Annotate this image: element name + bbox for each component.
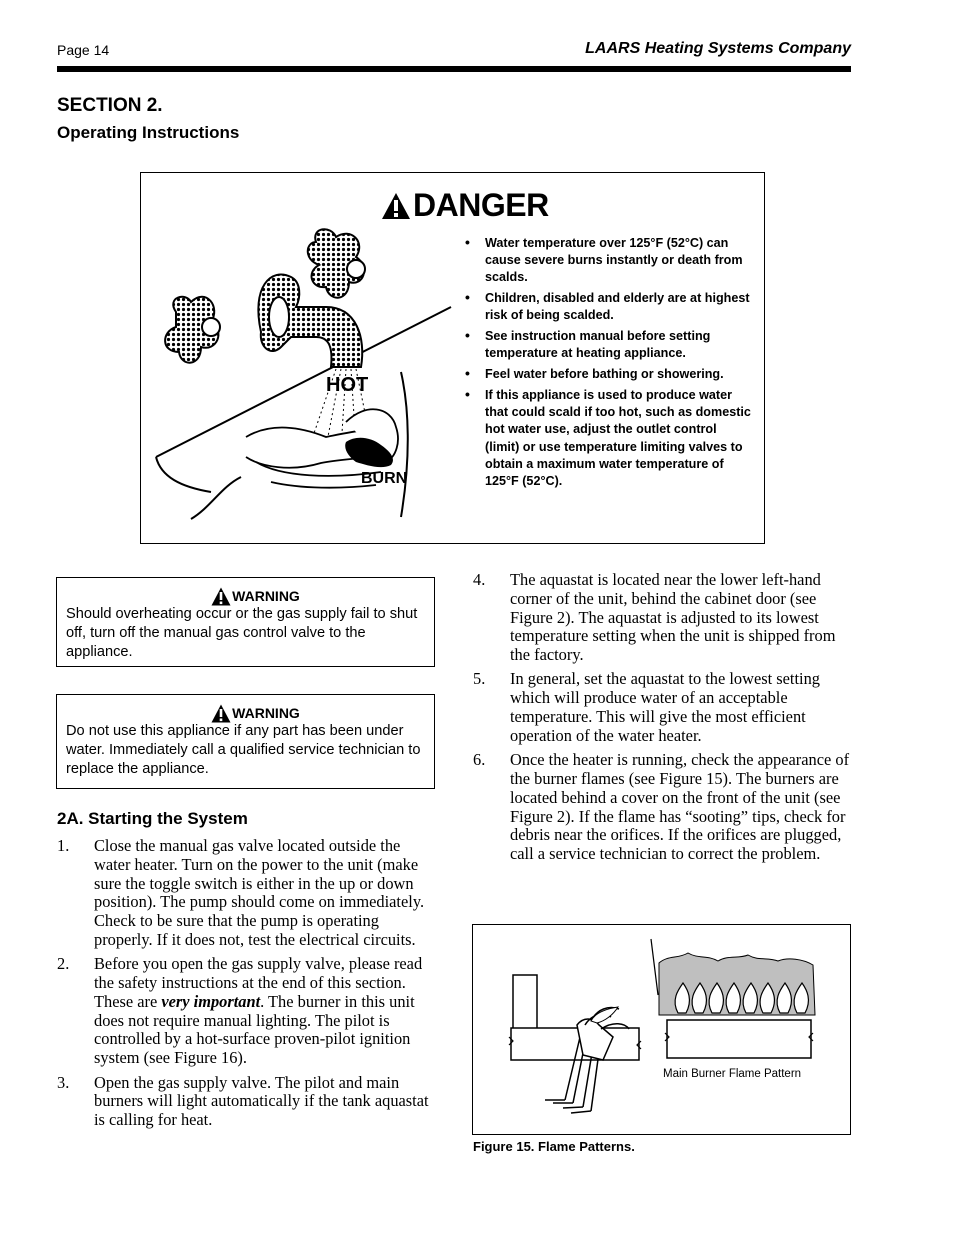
- step-item: 6. Once the heater is running, check the appearance of the burner flames (see Figure 15). The burners are located behind a cover on the front of the unit (see Figure 2). If the flame has “sooting” tips, check for debris near the orifices. If the orifices are plugged, call a service technician to correct the problem.: [473, 750, 850, 864]
- subsection-heading: 2A. Starting the System: [57, 809, 248, 828]
- danger-title-text: DANGER: [413, 187, 549, 223]
- danger-bullet: • See instruction manual before setting temperature at heating appliance.: [465, 327, 711, 361]
- hot-label: HOT: [326, 374, 369, 396]
- right-faucet-handle: [308, 229, 365, 297]
- section-subtitle: Operating Instructions: [57, 123, 240, 142]
- steps-list-left: [57, 837, 437, 1135]
- steps-list-right: [473, 571, 853, 869]
- danger-box: [140, 172, 765, 544]
- warning-heading: WARNING: [86, 703, 425, 723]
- danger-bullet: • If this appliance is used to produce water that could scald if too hot, such as domestic hot water use, adjust the outlet control (limit) or use temperature limiting valves to obtain a maximum water temperature of 125°F (52°C).: [465, 386, 751, 489]
- emphasis-text: very important: [161, 991, 261, 1011]
- page-number: Page 14: [57, 42, 110, 58]
- danger-bullet: • Feel water before bathing or showering.: [465, 365, 724, 382]
- warning-box-overheating: [56, 577, 435, 667]
- scald-illustration: [151, 227, 457, 523]
- warning-text: Do not use this appliance if any part has been under water. Immediately call a qualified service technician to replace the appliance.: [66, 723, 421, 777]
- warning-triangle-icon: [211, 587, 231, 606]
- burn-label: BURN: [361, 470, 408, 487]
- warning-heading: WARNING: [86, 586, 425, 606]
- step-item: 2. Before you open the gas supply valve, please read the safety instructions at the end of this section. These are very important. The burner in this unit does not require manual lighting. The pilot is controlled by a hot-surface proven-pilot ignition system (see Figure 16).: [57, 954, 423, 1068]
- left-faucet-handle: [165, 297, 220, 363]
- company-name: LAARS Heating Systems Company: [585, 40, 851, 57]
- section-title: SECTION 2.: [57, 95, 163, 116]
- danger-bullet-list: [463, 235, 753, 494]
- warning-text: Should overheating occur or the gas supply fail to shut off, turn off the manual gas control valve to the appliance.: [66, 606, 418, 660]
- page-header: [57, 40, 851, 64]
- figure-caption: Figure 15. Flame Patterns.: [473, 1139, 635, 1154]
- warning-triangle-icon: [211, 704, 231, 723]
- flame-pattern-figure: [472, 924, 851, 1135]
- warning-box-flooding: [56, 694, 435, 789]
- danger-bullet: • Water temperature over 125°F (52°C) can cause severe burns instantly or death from scalds.: [465, 234, 743, 285]
- step-item: 5. In general, set the aquastat to the lowest setting which will produce water of an acceptable temperature. This will give the most efficient operation of the water heater.: [473, 669, 820, 745]
- step-item: 3. Open the gas supply valve. The pilot and main burners will light automatically if the tank aquastat is calling for heat.: [57, 1072, 429, 1130]
- step-item: 1. Close the manual gas valve located outside the water heater. Turn on the power to the unit (make sure the toggle switch is either in the up or down position). The pump should come on immediately. Check to be sure that the pump is operating properly. If it does not, test the electrical circuits.: [57, 836, 425, 949]
- figure-inner-label: Main Burner Flame Pattern: [663, 1068, 802, 1080]
- warning-triangle-icon: [381, 192, 411, 220]
- danger-title: [381, 187, 549, 224]
- flame-pattern-diagram: [473, 925, 850, 1134]
- step-item: 4. The aquastat is located near the lower left-hand corner of the unit, behind the cabinet door (see Figure 2). The aquastat is adjusted to its lowest temperature setting when the unit is shipped from the factory.: [473, 570, 836, 665]
- header-rule: [57, 66, 851, 72]
- danger-bullet: • Children, disabled and elderly are at highest risk of being scalded.: [465, 289, 750, 323]
